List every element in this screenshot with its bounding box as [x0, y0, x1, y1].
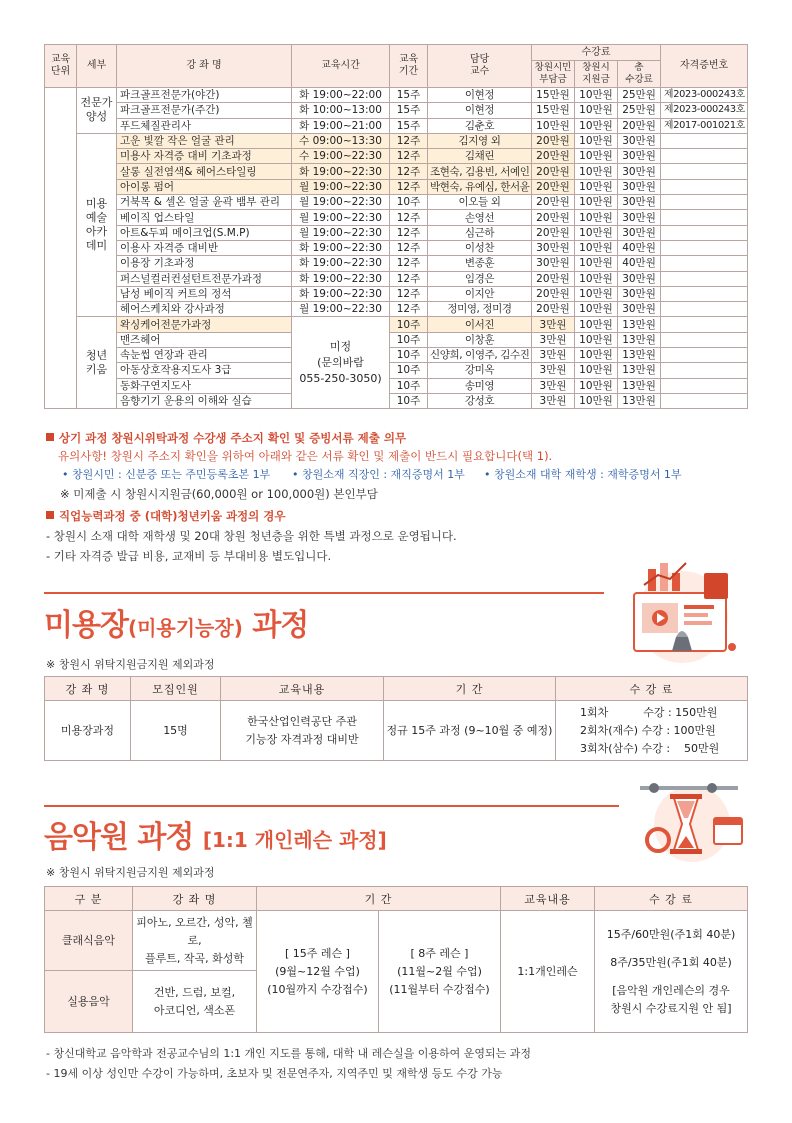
notice-heading-2-text: 직업능력과정 중 (대학)청년키움 과정의 경우 — [59, 509, 286, 523]
square-bullet-icon — [46, 433, 54, 441]
group-label-beauty: 미용 예술 아카 데미 — [77, 133, 117, 317]
fee-citizen: 3만원 — [532, 378, 575, 393]
fee-citizen: 20만원 — [532, 133, 575, 148]
beauty-section-title — [44, 600, 308, 644]
course-professor: 이현정 — [428, 103, 532, 118]
fee-citizen: 20만원 — [532, 210, 575, 225]
section-divider — [44, 805, 619, 807]
course-name: 아이롱 펌어 — [117, 179, 292, 194]
music-fee-line: [음악원 개인레슨의 경우 — [612, 983, 730, 997]
table-row — [45, 88, 748, 103]
course-period: 12주 — [390, 271, 428, 286]
music-fee-line: 8주/35만원(주1회 40분) — [610, 955, 732, 969]
cert-number — [661, 378, 748, 393]
beauty-course: 미용장과정 — [45, 701, 131, 761]
course-name: 거북목 & 셀온 얼굴 윤곽 뱀부 관리 — [117, 195, 292, 210]
course-period: 12주 — [390, 164, 428, 179]
notice-line-4: - 기타 자격증 발급 비용, 교재비 등 부대비용 별도입니다. — [46, 549, 332, 563]
course-name: 이용장 기초과정 — [117, 256, 292, 271]
music-title-main: 음악원 과정 — [44, 820, 194, 855]
table-row — [45, 332, 748, 347]
course-professor: 신양희, 이영주, 김수진 — [428, 348, 532, 363]
course-name: 아동상호작용지도사 3급 — [117, 363, 292, 378]
course-professor: 김지영 외 — [428, 133, 532, 148]
fee-citizen: 15만원 — [532, 88, 575, 103]
music-period-line: (11월부터 수강접수) — [389, 982, 490, 996]
course-period: 12주 — [390, 149, 428, 164]
course-table-body — [45, 88, 748, 409]
course-period: 12주 — [390, 225, 428, 240]
course-time: 화 10:00~13:00 — [292, 103, 390, 118]
fee-support: 10만원 — [575, 286, 618, 301]
section-divider — [44, 592, 604, 594]
beauty-table — [44, 676, 748, 761]
header-time: 교육시간 — [292, 45, 390, 88]
table-row — [45, 271, 748, 286]
music-note: ※ 창원시 위탁지원금지원 제외과정 — [46, 866, 215, 879]
notice-heading-2 — [46, 508, 286, 524]
course-table — [44, 44, 748, 409]
music-section-title — [44, 812, 387, 856]
header-sub: 세부 — [77, 45, 117, 88]
table-row — [45, 118, 748, 133]
course-professor: 이현정 — [428, 88, 532, 103]
music-header-content: 교육내용 — [501, 887, 595, 911]
cert-number: 제2023-000243호 — [661, 103, 748, 118]
fee-support: 10만원 — [575, 271, 618, 286]
course-professor: 강미옥 — [428, 363, 532, 378]
cert-number — [661, 363, 748, 378]
course-time: 월 19:00~22:30 — [292, 225, 390, 240]
course-professor: 김춘호 — [428, 118, 532, 133]
fee-citizen: 20만원 — [532, 225, 575, 240]
cert-number — [661, 393, 748, 408]
fee-total: 30만원 — [618, 286, 661, 301]
table-row — [45, 225, 748, 240]
course-time: 월 19:00~22:30 — [292, 195, 390, 210]
cert-number — [661, 225, 748, 240]
music-category-classical: 클래식음악 — [45, 911, 133, 971]
course-time: 화 19:00~22:30 — [292, 271, 390, 286]
notice-bullet-3: • 창원소재 대학 재학생 : 재학증명서 1부 — [484, 468, 682, 481]
music-course-line: 플루트, 작곡, 화성학 — [145, 951, 244, 965]
beauty-period: 정규 15주 과정 (9~10월 중 예정) — [384, 701, 556, 761]
course-professor: 정미영, 정미경 — [428, 302, 532, 317]
course-time: 월 19:00~22:30 — [292, 210, 390, 225]
cert-number — [661, 195, 748, 210]
course-period: 15주 — [390, 118, 428, 133]
beauty-content — [221, 701, 384, 761]
music-period-line: [ 8주 레슨 ] — [410, 946, 469, 960]
beauty-header-period: 기 간 — [384, 677, 556, 701]
course-period: 12주 — [390, 133, 428, 148]
fee-total: 13만원 — [618, 363, 661, 378]
course-professor: 송미영 — [428, 378, 532, 393]
course-name: 퍼스널컬러컨설턴트전문가과정 — [117, 271, 292, 286]
table-row — [45, 286, 748, 301]
course-time: 화 19:00~22:30 — [292, 256, 390, 271]
beauty-recruit: 15명 — [131, 701, 221, 761]
fee-citizen: 20만원 — [532, 286, 575, 301]
cert-number: 제2017-001021호 — [661, 118, 748, 133]
header-cert: 자격증번호 — [661, 45, 748, 88]
fee-total: 30만원 — [618, 271, 661, 286]
fee-total: 13만원 — [618, 348, 661, 363]
music-category-practical: 실용음악 — [45, 971, 133, 1033]
course-period: 10주 — [390, 195, 428, 210]
fee-support: 10만원 — [575, 88, 618, 103]
beauty-header-recruit: 모집인원 — [131, 677, 221, 701]
fee-total: 30만원 — [618, 210, 661, 225]
header-period: 교육 기간 — [390, 45, 428, 88]
course-name: 음향기기 운용의 이해와 실습 — [117, 393, 292, 408]
course-period: 15주 — [390, 88, 428, 103]
course-professor: 임경은 — [428, 271, 532, 286]
cert-number — [661, 317, 748, 332]
course-period: 10주 — [390, 332, 428, 347]
music-foot-1: - 창신대학교 음악학과 전공교수님의 1:1 개인 지도를 통해, 대학 내 레슨실을 이용하여 운영되는 과정 — [46, 1047, 532, 1060]
fee-total: 40만원 — [618, 256, 661, 271]
table-row — [45, 393, 748, 408]
schedule-illustration-icon — [634, 768, 748, 868]
table-row — [45, 378, 748, 393]
table-row — [45, 363, 748, 378]
cert-number — [661, 271, 748, 286]
beauty-fee-line: 3회차(삼수) 수강 : 50만원 — [580, 741, 720, 755]
fee-citizen: 20만원 — [532, 302, 575, 317]
music-courses-classical — [133, 911, 257, 971]
fee-citizen: 3만원 — [532, 393, 575, 408]
table-row — [45, 317, 748, 332]
course-name: 파크골프전문가(주간) — [117, 103, 292, 118]
fee-citizen: 20만원 — [532, 164, 575, 179]
table-row — [45, 164, 748, 179]
course-name: 동화구연지도사 — [117, 378, 292, 393]
course-professor: 강성호 — [428, 393, 532, 408]
cert-number — [661, 210, 748, 225]
notice-bullet-1: • 창원시민 : 신분증 또는 주민등록초본 1부 — [62, 468, 271, 481]
beauty-fee — [556, 701, 748, 761]
course-name: 남성 베이직 커트의 정석 — [117, 286, 292, 301]
course-period: 10주 — [390, 317, 428, 332]
beauty-content-line: 한국산업인력공단 주관 — [247, 714, 357, 728]
course-time: 수 09:00~13:30 — [292, 133, 390, 148]
fee-citizen: 3만원 — [532, 332, 575, 347]
course-name: 베이직 업스타일 — [117, 210, 292, 225]
fee-support: 10만원 — [575, 240, 618, 255]
schedule-note: 미정 (문의바람 055-250-3050) — [292, 317, 390, 409]
music-course-line: 아코디언, 색소폰 — [153, 1003, 236, 1017]
header-unit: 교육 단위 — [45, 45, 77, 88]
music-courses-practical — [133, 971, 257, 1033]
fee-support: 10만원 — [575, 378, 618, 393]
fee-support: 10만원 — [575, 225, 618, 240]
fee-support: 10만원 — [575, 103, 618, 118]
header-course: 강 좌 명 — [117, 45, 292, 88]
course-name: 파크골프전문가(야간) — [117, 88, 292, 103]
music-title-small: [1:1 개인레슨 과정] — [202, 828, 387, 852]
fee-total: 40만원 — [618, 240, 661, 255]
beauty-note: ※ 창원시 위탁지원금지원 제외과정 — [46, 658, 215, 671]
music-header-period: 기 간 — [257, 887, 501, 911]
fee-total: 30만원 — [618, 164, 661, 179]
cert-number — [661, 133, 748, 148]
course-professor: 이창훈 — [428, 332, 532, 347]
course-time: 화 19:00~21:00 — [292, 118, 390, 133]
beauty-title-suffix: 과정 — [252, 608, 309, 643]
fee-support: 10만원 — [575, 363, 618, 378]
music-content: 1:1개인레슨 — [501, 911, 595, 1033]
course-name: 헤어스케치와 강사과정 — [117, 302, 292, 317]
notice-heading-1 — [46, 430, 406, 446]
fee-citizen: 3만원 — [532, 363, 575, 378]
notice-line-2: ※ 미제출 시 창원시지원금(60,000원 or 100,000원) 본인부담 — [60, 487, 378, 501]
music-header-course: 강 좌 명 — [133, 887, 257, 911]
fee-support: 10만원 — [575, 133, 618, 148]
course-period: 12주 — [390, 286, 428, 301]
header-prof: 담당 교수 — [428, 45, 532, 88]
cert-number — [661, 164, 748, 179]
fee-total: 13만원 — [618, 393, 661, 408]
fee-total: 25만원 — [618, 103, 661, 118]
table-row — [45, 149, 748, 164]
fee-total: 25만원 — [618, 88, 661, 103]
course-professor: 이지안 — [428, 286, 532, 301]
course-name: 이용사 자격증 대비반 — [117, 240, 292, 255]
table-row — [45, 179, 748, 194]
unit-cell — [45, 88, 77, 409]
table-row — [45, 195, 748, 210]
course-name: 왁싱케어전문가과정 — [117, 317, 292, 332]
fee-citizen: 30만원 — [532, 256, 575, 271]
music-fee-line: 15주/60만원(주1회 40분) — [606, 927, 736, 941]
course-professor: 박현숙, 유예심, 한서윤 — [428, 179, 532, 194]
course-professor: 이오들 외 — [428, 195, 532, 210]
header-fee-group: 수강료 — [532, 45, 661, 61]
course-time: 수 19:00~22:30 — [292, 149, 390, 164]
fee-citizen: 30만원 — [532, 240, 575, 255]
course-time: 월 19:00~22:30 — [292, 179, 390, 194]
course-period: 10주 — [390, 348, 428, 363]
header-fee-citizen: 창원시민 부담금 — [532, 61, 575, 88]
notice-bullet-2: • 창원소재 직장인 : 재직증명서 1부 — [292, 468, 465, 481]
music-fee — [595, 911, 748, 1033]
music-foot-2: - 19세 이상 성인만 수강이 가능하며, 초보자 및 전문연주자, 지역주민 및 재학생 등도 수강 가능 — [46, 1067, 503, 1080]
course-period: 12주 — [390, 240, 428, 255]
fee-citizen: 20만원 — [532, 149, 575, 164]
cert-number — [661, 348, 748, 363]
music-header-fee: 수 강 료 — [595, 887, 748, 911]
music-period-line: [ 15주 레슨 ] — [285, 946, 350, 960]
course-period: 12주 — [390, 302, 428, 317]
table-row — [45, 302, 748, 317]
group-label-expert: 전문가 양성 — [77, 88, 117, 134]
course-period: 12주 — [390, 179, 428, 194]
course-time: 화 19:00~22:00 — [292, 88, 390, 103]
course-name: 아트&두피 메이크업(S.M.P) — [117, 225, 292, 240]
header-fee-support: 창원시 지원금 — [575, 61, 618, 88]
table-row — [45, 210, 748, 225]
beauty-title-main: 미용장 — [44, 608, 128, 643]
beauty-title-small: (미용기능장) — [127, 616, 243, 640]
beauty-fee-line: 1회차 수강 : 150만원 — [580, 705, 718, 719]
fee-total: 13만원 — [618, 378, 661, 393]
fee-citizen: 20만원 — [532, 271, 575, 286]
cert-number — [661, 256, 748, 271]
square-bullet-icon — [46, 511, 54, 519]
table-row — [45, 133, 748, 148]
notice-heading-1-text: 상기 과정 창원시위탁과정 수강생 주소지 확인 및 증빙서류 제출 의무 — [59, 431, 407, 445]
table-row — [45, 348, 748, 363]
beauty-header-content: 교육내용 — [221, 677, 384, 701]
fee-citizen: 3만원 — [532, 317, 575, 332]
fee-total: 30만원 — [618, 149, 661, 164]
fee-support: 10만원 — [575, 332, 618, 347]
fee-total: 30만원 — [618, 225, 661, 240]
course-professor: 이서진 — [428, 317, 532, 332]
fee-support: 10만원 — [575, 149, 618, 164]
course-professor: 김채린 — [428, 149, 532, 164]
cert-number — [661, 179, 748, 194]
course-professor: 손영선 — [428, 210, 532, 225]
course-time: 월 19:00~22:30 — [292, 302, 390, 317]
fee-support: 10만원 — [575, 195, 618, 210]
cert-number — [661, 149, 748, 164]
fee-support: 10만원 — [575, 256, 618, 271]
fee-citizen: 20만원 — [532, 179, 575, 194]
course-time: 화 19:00~22:30 — [292, 240, 390, 255]
beauty-header-fee: 수 강 료 — [556, 677, 748, 701]
course-name: 미용사 자격증 대비 기초과정 — [117, 149, 292, 164]
course-name: 맨즈헤어 — [117, 332, 292, 347]
course-name: 고운 빛깔 작은 얼굴 관리 — [117, 133, 292, 148]
course-time: 화 19:00~22:30 — [292, 286, 390, 301]
music-course-line: 피아노, 오르간, 성악, 첼로, — [136, 915, 253, 947]
fee-support: 10만원 — [575, 210, 618, 225]
group-label-youth: 청년 키움 — [77, 317, 117, 409]
beauty-header-course: 강 좌 명 — [45, 677, 131, 701]
fee-support: 10만원 — [575, 179, 618, 194]
cert-number — [661, 302, 748, 317]
fee-support: 10만원 — [575, 302, 618, 317]
cert-number — [661, 332, 748, 347]
course-professor: 변종훈 — [428, 256, 532, 271]
table-row — [45, 256, 748, 271]
course-professor: 이성찬 — [428, 240, 532, 255]
header-fee-total: 총 수강료 — [618, 61, 661, 88]
fee-support: 10만원 — [575, 164, 618, 179]
fee-total: 30만원 — [618, 179, 661, 194]
fee-citizen: 20만원 — [532, 195, 575, 210]
fee-support: 10만원 — [575, 118, 618, 133]
fee-support: 10만원 — [575, 317, 618, 332]
notice-line-1: 유의사항! 창원시 주소지 확인을 위하여 아래와 같은 서류 확인 및 제출이 반드시 필요합니다(택 1). — [58, 449, 553, 463]
fee-citizen: 10만원 — [532, 118, 575, 133]
beauty-content-line: 기능장 자격과정 대비반 — [245, 732, 359, 746]
course-name: 속눈썹 연장과 관리 — [117, 348, 292, 363]
fee-total: 30만원 — [618, 302, 661, 317]
course-period: 10주 — [390, 393, 428, 408]
music-table — [44, 886, 748, 1033]
music-course-line: 건반, 드럼, 보컬, — [153, 985, 236, 999]
course-period: 15주 — [390, 103, 428, 118]
course-professor: 조현숙, 김용빈, 서예인 — [428, 164, 532, 179]
course-period: 12주 — [390, 256, 428, 271]
notice-line-3: - 창원시 소재 대학 재학생 및 20대 창원 청년층을 위한 특별 과정으로 운영됩니다. — [46, 529, 457, 543]
cert-number — [661, 240, 748, 255]
table-row — [45, 103, 748, 118]
music-period-line: (11월~2월 수업) — [397, 964, 482, 978]
fee-total: 30만원 — [618, 133, 661, 148]
music-fee-line: 창원시 수강료지원 안 됨] — [610, 1001, 732, 1015]
music-header-category: 구 분 — [45, 887, 133, 911]
fee-citizen: 3만원 — [532, 348, 575, 363]
course-name: 푸드체질관리사 — [117, 118, 292, 133]
music-period-line: (10월까지 수강접수) — [267, 982, 368, 996]
course-professor: 심근하 — [428, 225, 532, 240]
music-period-8weeks — [379, 911, 501, 1033]
course-period: 10주 — [390, 363, 428, 378]
course-period: 12주 — [390, 210, 428, 225]
course-period: 10주 — [390, 378, 428, 393]
fee-total: 20만원 — [618, 118, 661, 133]
fee-support: 10만원 — [575, 348, 618, 363]
table-row — [45, 240, 748, 255]
fee-total: 30만원 — [618, 195, 661, 210]
music-period-line: (9월~12월 수업) — [275, 964, 360, 978]
beauty-fee-line: 2회차(재수) 수강 : 100만원 — [580, 723, 716, 737]
cert-number — [661, 286, 748, 301]
fee-support: 10만원 — [575, 393, 618, 408]
cert-number: 제2023-000243호 — [661, 88, 748, 103]
presentation-illustration-icon — [620, 555, 750, 665]
fee-total: 13만원 — [618, 332, 661, 347]
fee-citizen: 15만원 — [532, 103, 575, 118]
music-period-15weeks — [257, 911, 379, 1033]
course-name: 살롱 실전염색& 헤어스타일링 — [117, 164, 292, 179]
course-time: 화 19:00~22:30 — [292, 164, 390, 179]
fee-total: 13만원 — [618, 317, 661, 332]
